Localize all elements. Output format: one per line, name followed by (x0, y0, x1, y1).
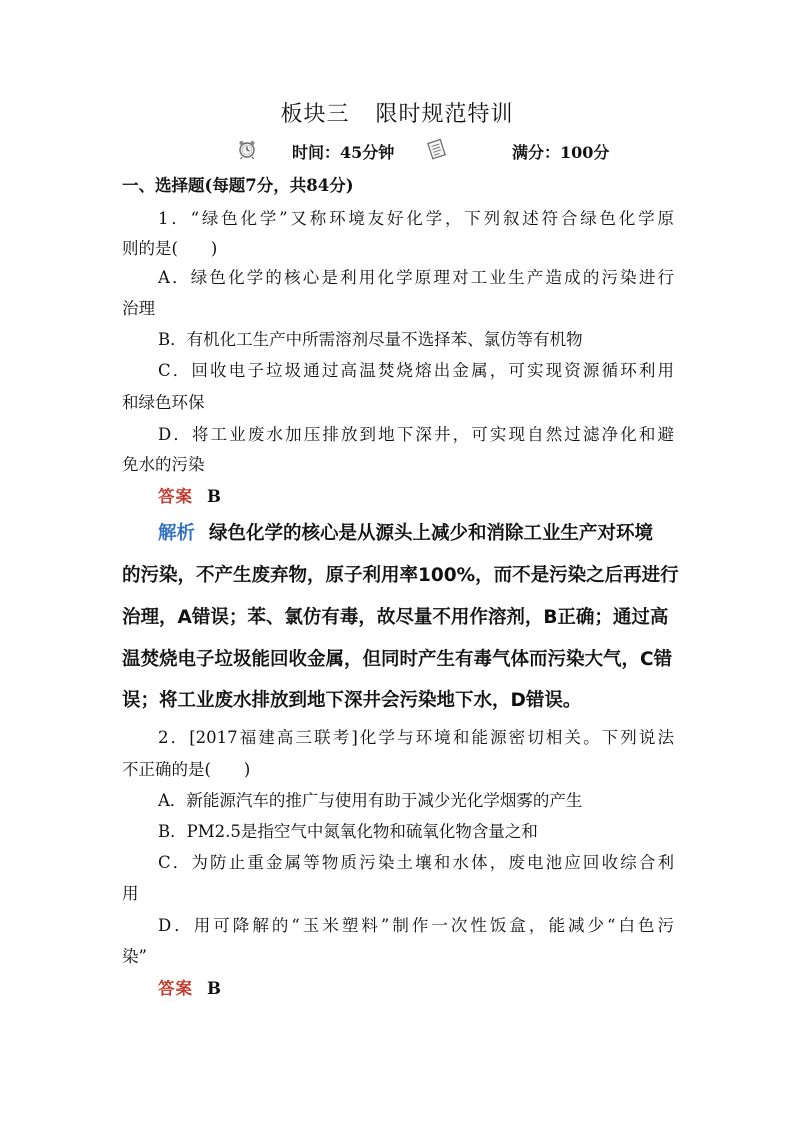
q2-option-c-line1: C．为防止重金属等物质污染土壤和水体，废电池应回收综合利 (158, 853, 674, 872)
q1-answer (158, 487, 674, 507)
q2-option-b: B．PM2.5是指空气中氮氧化物和硫氧化物含量之和 (158, 822, 538, 841)
answer-label: 答案 (158, 487, 193, 506)
answer-label: 答案 (158, 979, 193, 998)
time-label: 时间：45分钟 (292, 143, 395, 162)
section-heading: 一、选择题(每题7分，共84分) (122, 176, 354, 195)
explanation-label: 解析 (158, 523, 196, 544)
q1-option-c-line1: C．回收电子垃圾通过高温焚烧熔出金属，可实现资源循环利用 (158, 361, 674, 380)
alarm-clock-icon (236, 138, 258, 160)
q1-explanation-line5: 误；将工业废水排放到地下深井会污染地下水，D错误。 (122, 690, 582, 711)
q1-option-c-line2: 和绿色环保 (122, 393, 205, 412)
score-label: 满分：100分 (512, 143, 610, 162)
q2-option-d-line1: D．用可降解的“玉米塑料”制作一次性饭盒，能减少“白色污 (158, 916, 674, 935)
page-title (0, 97, 794, 128)
q2-option-a: A．新能源汽车的推广与使用有助于减少光化学烟雾的产生 (158, 791, 583, 810)
q1-explanation-line1: 解析 绿色化学的核心是从源头上减少和消除工业生产对环境 (158, 523, 654, 544)
q1-option-d-line1: D．将工业废水加压排放到地下深井，可实现自然过滤净化和避 (158, 425, 674, 444)
q2-option-c-line2: 用 (122, 884, 139, 903)
q2-answer (158, 979, 674, 999)
q2-stem-line2: 不正确的是( ) (122, 760, 251, 779)
title-part2: 限时规范特训 (375, 102, 514, 127)
q1-option-b: B．有机化工生产中所需溶剂尽量不选择苯、氯仿等有机物 (158, 330, 583, 349)
q1-explanation-line4: 温焚烧电子垃圾能回收金属，但同时产生有毒气体而污染大气，C错 (122, 649, 673, 670)
answer-value: B (207, 979, 221, 998)
q1-option-d-line2: 免水的污染 (122, 455, 205, 474)
q2-stem-line1: 2．[2017福建高三联考]化学与环境和能源密切相关。下列说法 (158, 728, 674, 747)
q1-stem-line1: 1．“绿色化学”又称环境友好化学，下列叙述符合绿色化学原 (158, 209, 674, 228)
q1-explanation-line3: 治理，A错误；苯、氯仿有毒，故尽量不用作溶剂，B正确；通过高 (122, 607, 669, 628)
answer-value: B (207, 487, 221, 506)
q1-option-a-line2: 治理 (122, 299, 155, 318)
exam-meta (0, 138, 794, 164)
q1-stem-line2: 则的是( ) (122, 239, 218, 258)
q1-explanation-line2: 的污染，不产生废弃物，原子利用率100%，而不是污染之后再进行 (122, 565, 679, 586)
q2-option-d-line2: 染” (122, 947, 147, 966)
q1-option-a-line1: A．绿色化学的核心是利用化学原理对工业生产造成的污染进行 (158, 268, 674, 287)
title-part1: 板块三 (280, 102, 350, 127)
exam-paper-icon (426, 138, 448, 160)
